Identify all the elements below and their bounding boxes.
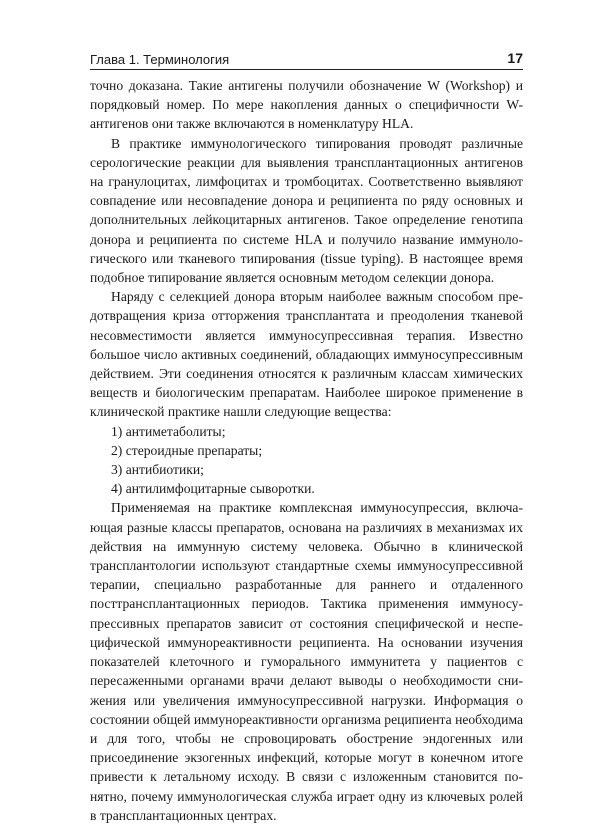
list-item: 2) стероидные препараты;: [111, 442, 263, 458]
paragraph-complex-immunosuppression: Применяемая на практике комплексная иммуносупрессия, включающая разные классы препаратов, основана на различиях в механизмах их действия на иммунную систему человека. Обычно в клинической трансплантологии используют стандартные схемы иммуносупрессивной терапии, специально разработанные для раннего и отдаленного посттрансплантационных периодов. Тактика применения иммуносупрессивных препаратов зависит от состояния специфической и неспецифической иммунореактивности реципиента. На основании изучения показателей клеточного и гуморального иммунитета у пациентов с пересаженными органами врачи делают выводы о необходимости снижения или увеличения иммуносупрессивной нагрузки. Информация о состоянии общей иммунореактивности организма реципиента необходима и для того, чтобы не спровоцировать обострение эндогенных или присоединение экзогенных инфекций, которые могут в конечном итоге привести к летальному исходу. В связи с изложенным становится понятно, почему иммунологическая служба играет одну из ключевых ролей в трансплантационных центрах.: [90, 500, 523, 823]
body-text: [90, 76, 523, 825]
paragraph-continuation: точно доказана. Такие антигены получили обозначение W (Workshop) и порядковый номер. По мере накопления данных о специфичности W-антигенов они также включаются в номенклатуру HLA.: [90, 78, 523, 132]
chapter-title: Глава 1. Терминология: [90, 52, 230, 67]
list-item: 3) антибиотики;: [111, 462, 204, 478]
page-number: 17: [507, 50, 523, 66]
list-item: 1) антиметаболиты;: [111, 423, 226, 439]
running-header: [90, 50, 523, 70]
list-item: 4) антилимфоцитарные сыворотки.: [111, 481, 315, 497]
paragraph-immunosuppression: Наряду с селекцией донора вторым наиболее важным способом предотвращения криза отторжения трансплантата и преодоления тканевой несовместимости является иммуносупрессивная терапия. Известно большое число активных соединений, обладающих иммуносупрессивным действием. Эти соединения относятся к различным классам химических веществ и биологическим препаратам. Наиболее широкое применение в клинической практике нашли следующие вещества:: [90, 289, 523, 420]
paragraph-typing: В практике иммунологического типирования проводят различные серологические реакции для выявления трансплантационных антигенов на гранулоцитах, лимфоцитах и тромбоцитах. Соответственно выявляют совпадение или несовпадение донора и реципиента по ряду основных и дополнительных лейкоцитарных антигенов. Такое определение генотипа донора и реципиента по системе HLA и получило название иммунологического или тканевого типирования (tissue typing). В настоящее время подобное типирование является основным методом селекции донора.: [90, 135, 523, 286]
